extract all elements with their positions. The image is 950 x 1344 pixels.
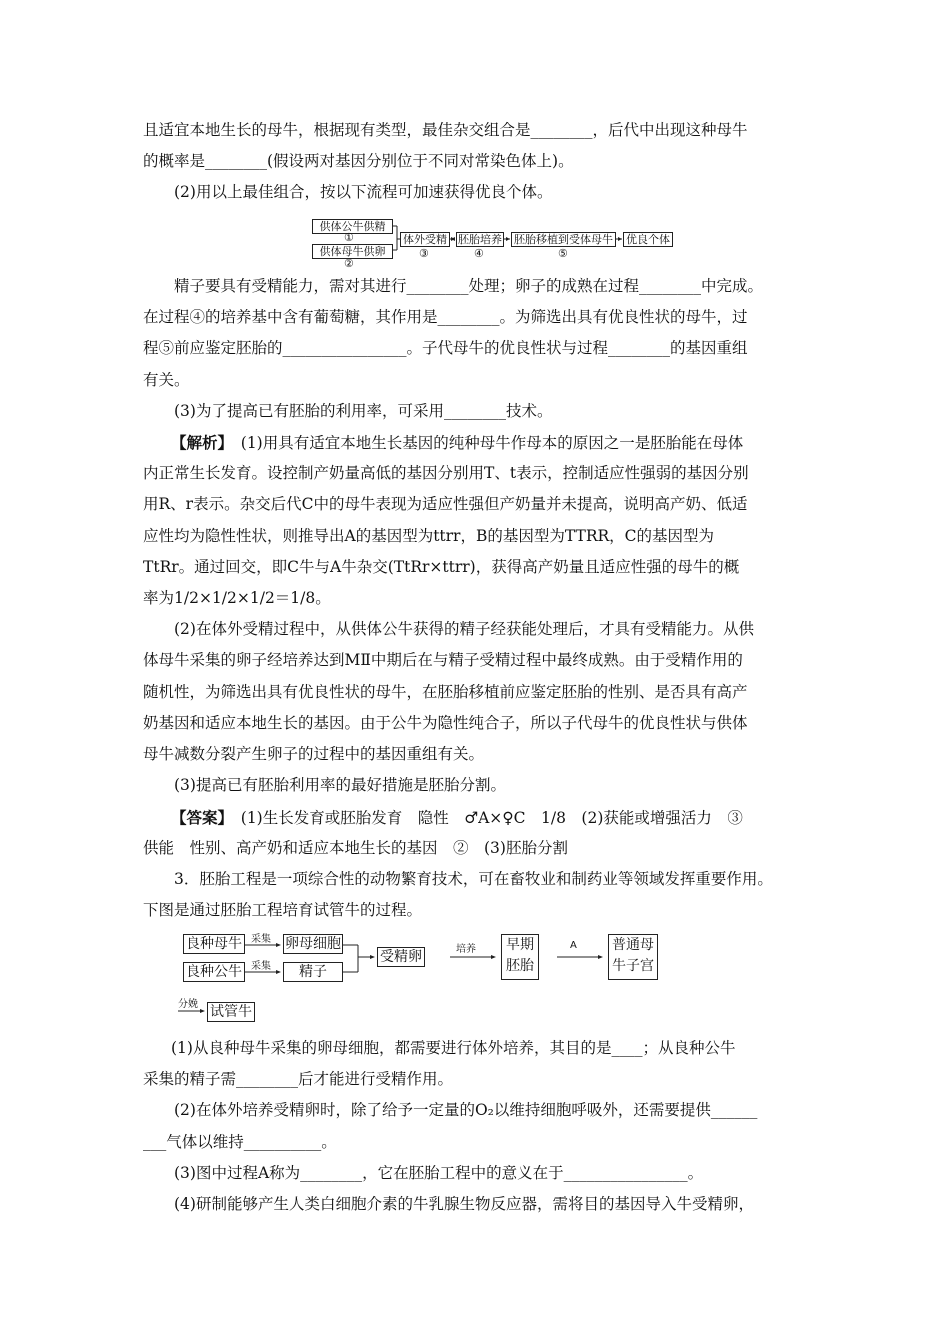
- uterus-line-2: 牛子宫: [612, 958, 654, 974]
- text-line: 内正常生长发育。设控制产奶量高低的基因分别用T、t表示，控制适应性强弱的基因分别: [143, 464, 749, 483]
- superior-individual-box: 优良个体: [623, 232, 673, 247]
- text-line: (2)用以上最佳组合，按以下流程可加速获得优良个体。: [174, 183, 553, 202]
- text-line: 3．胚胎工程是一项综合性的动物繁育技术，可在畜牧业和制药业等领域发挥重要作用。: [174, 870, 773, 888]
- text-line: 应性均为隐性性状，则推导出A的基因型为ttrr，B的基因型为TTRR，C的基因型为: [143, 526, 715, 545]
- text-line: 奶基因和适应本地生长的基因。由于公牛为隐性纯合子，所以子代母牛的优良性状与供体: [143, 713, 748, 732]
- donor-bull-box: 供体公牛供精: [312, 219, 393, 234]
- embryo-transfer-box: 胚胎移植到受体母牛: [511, 232, 616, 247]
- text-line: 在过程④的培养基中含有葡萄糖，其作用是________。为筛选出具有优良性状的母牛，过: [143, 308, 748, 327]
- zygote-box: 受精卵: [377, 947, 425, 967]
- step-1-label: ①: [344, 231, 354, 244]
- embryo-culture-box: 胚胎培养: [458, 233, 502, 246]
- text-line: 体母牛采集的卵子经培养达到MⅡ中期后在与精子受精过程中最终成熟。由于受精作用的: [143, 651, 743, 670]
- text-line: (4)研制能够产生人类白细胞介素的牛乳腺生物反应器，需将目的基因导入牛受精卵，: [174, 1194, 754, 1213]
- recipient-uterus-box: [608, 934, 658, 980]
- elite-cow-box: 良种母牛: [183, 934, 245, 954]
- process-a-label: A: [570, 940, 577, 951]
- text-line: 率为1/2×1/2×1/2＝1/8。: [143, 588, 331, 607]
- early-embryo-box: [501, 934, 539, 980]
- question-3-subquestions: [143, 1033, 811, 1220]
- text-line: 且适宜本地生长的母牛，根据现有类型，最佳杂交组合是________，后代中出现这种母牛: [143, 121, 748, 139]
- text-line: 母牛减数分裂产生卵子的过程中的基因重组有关。: [143, 744, 485, 763]
- text-line: 【解析】 (1)用具有适宜本地生长基因的纯种母牛作母本的原因之一是胚胎能在母体: [171, 433, 744, 452]
- text-line: (2)在体外培养受精卵时，除了给予一定量的O₂以维持细胞呼吸外，还需要提供______: [174, 1101, 758, 1120]
- text-line: (1)从良种母牛采集的卵母细胞，都需要进行体外培养，其目的是____；从良种公牛: [171, 1039, 736, 1057]
- ivf-box: 体外受精: [400, 232, 450, 247]
- sperm-box: 精子: [283, 962, 343, 982]
- early-embryo-line-1: 早期: [506, 937, 534, 953]
- text-line: (3)提高已有胚胎利用率的最好措施是胚胎分割。: [174, 776, 506, 795]
- text-line: 【答案】 (1)生长发育或胚胎发育 隐性 ♂A×♀C 1/8 (2)获能或增强活力 ③: [171, 808, 743, 827]
- culture-label: 培养: [456, 944, 476, 955]
- text-line: 有关。: [143, 370, 190, 389]
- step-2-label: ②: [344, 257, 354, 270]
- birth-label: 分娩: [178, 999, 198, 1010]
- text-line: ___气体以维持__________。: [143, 1132, 337, 1151]
- text-line: (3)为了提高已有胚胎的利用率，可采用________技术。: [174, 401, 553, 420]
- early-embryo-line-2: 胚胎: [506, 958, 534, 974]
- oocyte-box: 卵母细胞: [285, 936, 341, 952]
- text-line: 供能 性别、高产奶和适应本地生长的基因 ② (3)胚胎分割: [143, 839, 568, 858]
- text-line: (3)图中过程A称为________，它在胚胎工程中的意义在于________________。: [174, 1163, 704, 1182]
- text-line: 随机性，为筛选出具有优良性状的母牛，在胚胎移植前应鉴定胚胎的性别、是否具有高产: [143, 682, 748, 701]
- collect-label-2: 采集: [251, 961, 271, 972]
- text-line: 的概率是________(假设两对基因分别位于不同对常染色体上)。: [143, 152, 574, 171]
- donor-cow-box: 供体母牛供卵: [312, 244, 393, 259]
- text-line: 精子要具有受精能力，需对其进行________处理；卵子的成熟在过程________中完成。: [174, 277, 764, 295]
- text-line: TtRr。通过回交，即C牛与A牛杂交(TtRr×ttrr)，获得高产奶量且适应性强的母牛的概: [143, 557, 740, 576]
- step-4-label: ④: [474, 247, 484, 260]
- elite-bull-box: 良种公牛: [183, 962, 245, 982]
- text-line: 程⑤前应鉴定胚胎的________________。子代母牛的优良性状与过程________的基因重组: [143, 339, 748, 358]
- collect-label-1: 采集: [251, 934, 271, 945]
- step-5-label: ⑤: [558, 247, 568, 260]
- text-line: 用R、r表示。杂交后代C中的母牛表现为适应性强但产奶量并未提高，说明高产奶、低适: [143, 495, 748, 514]
- text-line: 采集的精子需________后才能进行受精作用。: [143, 1070, 454, 1089]
- answer-tag: 【答案】: [171, 808, 226, 827]
- analysis-tag: 【解析】: [171, 433, 226, 452]
- text-line: (2)在体外受精过程中，从供体公牛获得的精子经获能处理后，才具有受精能力。从供: [174, 620, 754, 639]
- uterus-line-1: 普通母: [612, 937, 654, 953]
- test-tube-calf-box: 试管牛: [207, 1002, 255, 1022]
- text-line: 下图是通过胚胎工程培育试管牛的过程。: [143, 901, 423, 920]
- step-3-label: ③: [419, 247, 429, 260]
